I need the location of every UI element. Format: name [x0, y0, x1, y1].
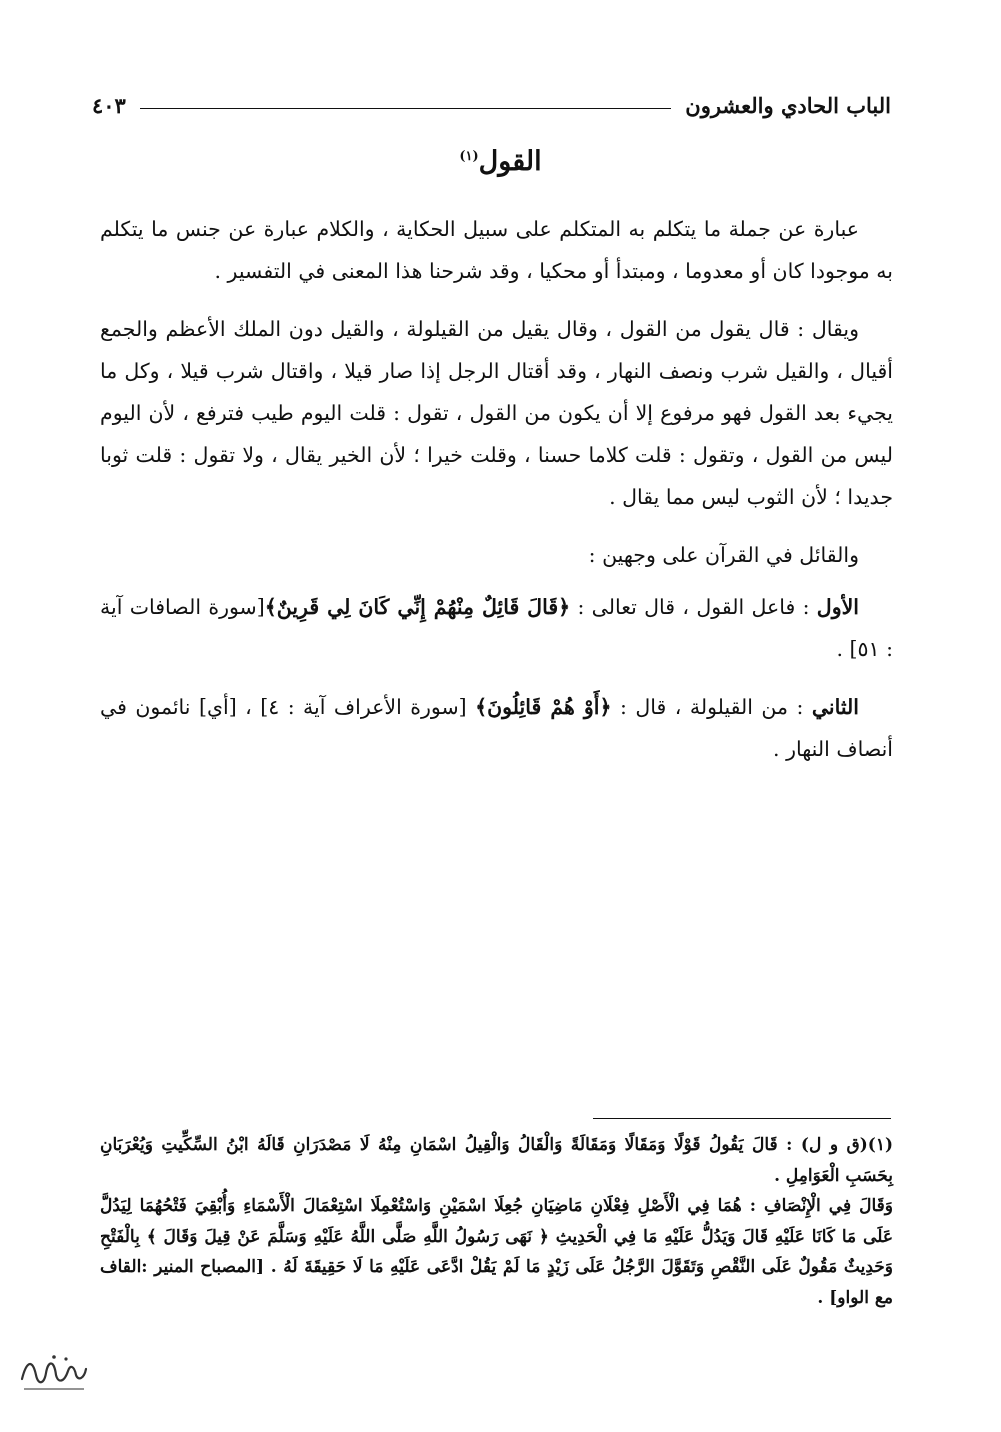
paragraph-definition: عبارة عن جملة ما يتكلم به المتكلم على سبيل الحكاية ، والكلام عبارة عن جنس ما يتكلم به موجودا كان أو معدوما ، ومبتدأ أو محكيا ، وقد شرحنا هذا المعنى في التفسير . — [100, 217, 893, 283]
footnote-1-part-1: (١)(ق و ل) : قَالَ يَقُولُ قَوْلًا وَمَقَالًا وَمَقَالَةً وَالْقَالُ وَالْقِيلُ اسْمَانِ مِنْهُ لَا مَصْدَرَانِ قَالَهُ ابْنُ السِّكِّيتِ وَيُعْرَبَانِ بِحَسَبِ الْعَوَامِلِ . — [100, 1135, 893, 1186]
second-meaning-reference: [سورة الأعراف آية : ٤] ، [أي] نائمون في أنصاف النهار . — [100, 695, 893, 761]
quran-verse-first: ﴿قَالَ قَائِلٌ مِنْهُمْ إِنِّي كَانَ لِي قَرِينٌ﴾ — [264, 595, 571, 619]
paragraph-etymology: ويقال : قال يقول من القول ، وقال يقيل من القيلولة ، والقيل دون الملك الأعظم والجمع أقيال ، والقيل شرب ونصف النهار ، وقد أقتال الرجل إذا صار قيلا ، واقتال شرب قيلا ، وكل ما يجيء بعد القول فهو مرفوع إلا أن يكون من القول ، تقول : قلت اليوم طيب فترفع ، لأن اليوم ليس من القول ، وتقول : قلت كلاما حسنا ، وقلت خيرا ؛ لأن الخير يقال ، ولا تقول : قلت ثوبا جديدا ؛ لأن الثوب ليس مما يقال . — [100, 317, 893, 509]
paragraph-two-meanings: والقائل في القرآن على وجهين : — [588, 543, 859, 567]
first-meaning-text: : فاعل القول ، قال تعالى : — [577, 595, 810, 619]
entry-title-text: القول — [478, 146, 542, 177]
footnote-marker: (١) — [459, 149, 479, 164]
page-number: ٤٠٣ — [92, 92, 126, 118]
first-meaning-reference: [سورة الصافات آية : ٥١] . — [100, 595, 893, 661]
footnote-1-part-2: وَقَالَ فِي الْإِنْصَافِ : هُمَا فِي الْأَصْلِ فِعْلَانِ مَاضِيَانِ جُعِلَا اسْمَيْنِ وَاسْتُعْمِلَا اسْتِعْمَالَ الْأَسْمَاءِ وَأُبْقِيَ فَتْحُهُمَا لِيَدُلَّ عَلَى مَا كَانَا عَلَيْهِ قَالَ وَيَدُلُّ عَلَيْهِ مَا فِي الْحَدِيثِ ﴿ نَهَى رَسُولُ اللَّهِ صَلَّى اللَّهُ عَلَيْهِ وَسَلَّمَ عَنْ قِيلَ وَقَالَ ﴾ بِالْفَتْحِ وَحَدِيثٌ مَقُولٌ عَلَى النَّقْصِ وَتَقَوَّلَ الرَّجُلُ عَلَى زَيْدٍ مَا لَمْ يَقُلْ ادَّعَى عَلَيْهِ مَا لَا حَقِيقَةَ لَهُ . [المصباح المنير :القاف مع الواو] . — [100, 1196, 893, 1308]
header-rule — [140, 108, 671, 109]
second-meaning-label: الثاني — [811, 695, 859, 719]
paragraph-second-meaning — [100, 686, 893, 770]
chapter-title: الباب الحادي والعشرون — [685, 92, 891, 118]
entry-title — [0, 146, 1001, 177]
paragraph-first-meaning — [100, 586, 893, 670]
second-meaning-text: : من القيلولة ، قال : — [620, 695, 804, 719]
footnotes — [100, 1130, 893, 1313]
running-header — [92, 88, 891, 122]
publisher-logo — [14, 1345, 92, 1401]
body-text — [100, 208, 893, 786]
first-meaning-label: الأول — [816, 595, 859, 619]
footnote-separator — [593, 1118, 891, 1119]
quran-verse-second: ﴿أَوْ هُمْ قَائِلُونَ﴾ — [475, 695, 612, 719]
